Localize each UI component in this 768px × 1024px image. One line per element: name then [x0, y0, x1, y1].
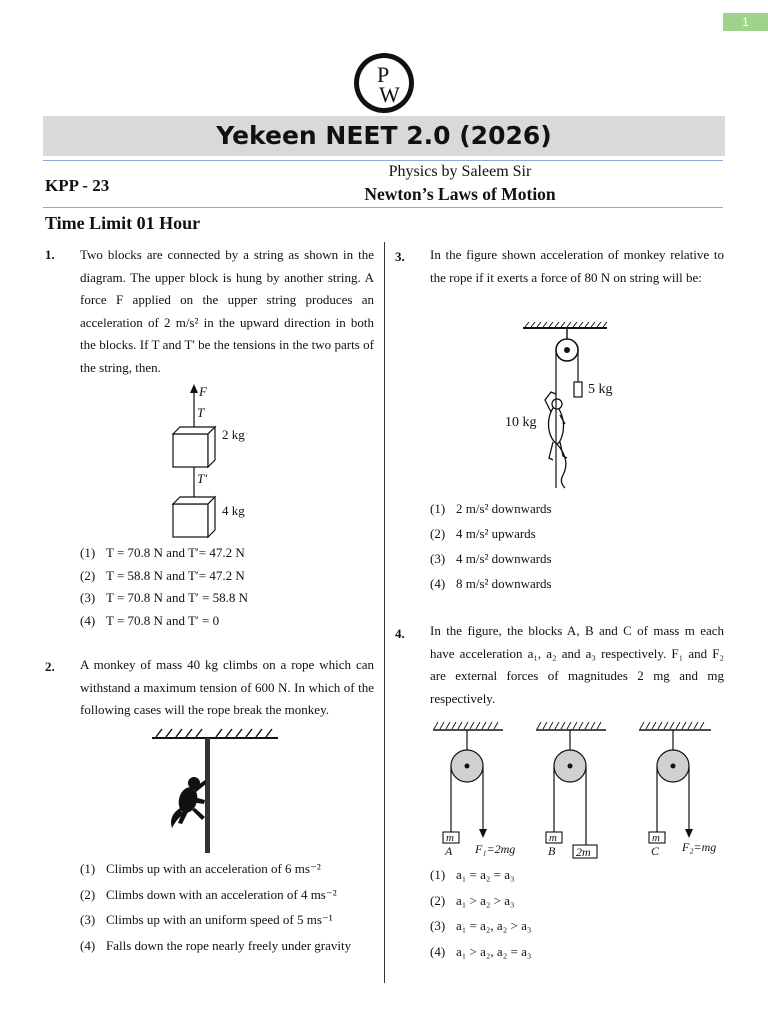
question-4-options — [430, 862, 531, 964]
option-text: 2 m/s² downwards — [456, 501, 552, 516]
option-text: 4 m/s² downwards — [456, 551, 552, 566]
option-text: T = 70.8 N and T′ = 0 — [106, 612, 220, 628]
option-number: (2) — [80, 886, 96, 902]
time-limit: Time Limit 01 Hour — [45, 213, 201, 233]
q3-monkey-pulley-figure — [515, 320, 645, 495]
q4-force-2-label: F₂=mg — [682, 840, 717, 854]
q1-mass-top-label: 2 kg — [222, 427, 245, 442]
option-number: (3) — [80, 912, 96, 927]
option-text: a₁ > a₂, a₂ = a₃ — [456, 943, 532, 959]
question-3-options — [430, 496, 552, 596]
option-text: Climbs up with an uniform speed of 5 ms⁻¹ — [106, 912, 333, 927]
option-number: (1) — [80, 545, 96, 560]
q1-mass-bottom-label: 4 kg — [222, 503, 245, 518]
q1-force-label: F — [199, 384, 207, 399]
q1-tension-bottom-label: T' — [197, 471, 208, 486]
option-number: (2) — [430, 892, 446, 908]
page-title: Yekeen NEET 2.0 (2026) — [43, 116, 725, 156]
page-number: 1 — [723, 13, 768, 31]
question-4-number: 4. — [395, 626, 405, 641]
option-item[interactable] — [430, 521, 552, 546]
q4-label-a: A — [445, 844, 453, 858]
q4-block-a-mass: m — [446, 832, 454, 844]
q4-block-c-mass: m — [652, 832, 660, 844]
topic-line: Newton’s Laws of Motion — [364, 184, 556, 204]
option-number: (4) — [80, 612, 96, 628]
option-text: a₁ = a₂, a₂ > a₃ — [456, 918, 532, 933]
option-item[interactable] — [80, 587, 248, 610]
column-divider — [384, 242, 385, 983]
option-item[interactable] — [80, 907, 351, 933]
svg-text:W: W — [379, 82, 400, 107]
option-number: (3) — [430, 918, 446, 933]
subject-line: Physics by Saleem Sir — [388, 163, 532, 180]
option-text: Climbs up with an acceleration of 6 ms⁻² — [106, 861, 321, 876]
option-text: T = 58.8 N and T′= 47.2 N — [106, 567, 245, 583]
option-item[interactable] — [430, 888, 531, 914]
q4-force-1-label: F₁=2mg — [475, 842, 516, 856]
option-item[interactable] — [80, 542, 248, 565]
option-text: Climbs down with an acceleration of 4 ms⁻² — [106, 886, 337, 902]
question-1-options — [80, 542, 248, 632]
option-text: T = 70.8 N and T′ = 58.8 N — [106, 590, 248, 605]
question-2-text: A monkey of mass 40 kg climbs on a rope which can withstand a maximum tension of 600 N. In which of the following cases will the rope break the monkey. — [80, 657, 374, 717]
option-text: 4 m/s² upwards — [456, 526, 536, 541]
option-number: (1) — [80, 861, 96, 876]
option-item[interactable] — [80, 933, 351, 959]
question-3-number: 3. — [395, 249, 405, 264]
option-text: a₁ > a₂ > a₃ — [456, 892, 515, 908]
q4-label-b: B — [548, 844, 556, 858]
option-item[interactable] — [430, 913, 531, 939]
option-number: (2) — [430, 526, 446, 541]
q4-block-b-mass: m — [549, 832, 557, 844]
header-rule-bottom — [43, 207, 723, 208]
option-number: (3) — [430, 551, 446, 566]
option-item[interactable] — [80, 856, 351, 882]
kpp-label: KPP - 23 — [45, 176, 110, 195]
question-1-text: Two blocks are connected by a string as shown in the diagram. The upper block is hung by another string. A force F applied on the upper string produces an acceleration of 2 m/s² in the upward direction in both the blocks. If T and T' be the tensions in the two parts of the string, then. — [80, 247, 374, 375]
question-4-text: In the figure, the blocks A, B and C of mass m each have acceleration a₁, a₂ and a₃ respectively. F₁ and F₂ are external forces of magnitudes 2 mg and mg respectively. — [430, 623, 724, 706]
option-number: (4) — [430, 943, 446, 959]
q3-monkey-mass-label: 10 kg — [505, 415, 537, 430]
option-number: (1) — [430, 501, 446, 516]
option-number: (4) — [430, 576, 446, 591]
pw-logo — [353, 52, 415, 114]
option-item[interactable] — [430, 546, 552, 571]
option-text: Falls down the rope nearly freely under gravity — [106, 937, 352, 953]
option-item[interactable] — [80, 882, 351, 908]
option-number: (3) — [80, 590, 96, 605]
option-text: a₁ = a₂ = a₃ — [456, 867, 515, 882]
option-number: (1) — [430, 867, 446, 882]
question-2-options — [80, 856, 351, 958]
option-text: T = 70.8 N and T′= 47.2 N — [106, 545, 245, 560]
option-item[interactable] — [80, 610, 248, 633]
q4-block-2m-label: 2m — [576, 845, 591, 859]
option-item[interactable] — [430, 862, 531, 888]
q1-tension-top-label: T — [197, 405, 205, 420]
question-2-number: 2. — [45, 659, 55, 674]
option-item[interactable] — [80, 565, 248, 588]
header-rule-top — [43, 160, 723, 161]
q4-label-c: C — [651, 844, 660, 858]
svg-text:P: P — [377, 62, 390, 87]
option-number: (2) — [80, 567, 96, 583]
question-3-text: In the figure shown acceleration of monkey relative to the rope if it exerts a force of 80 N on string will be: — [430, 247, 724, 285]
option-text: 8 m/s² downwards — [456, 576, 552, 591]
option-item[interactable] — [430, 571, 552, 596]
option-item[interactable] — [430, 939, 531, 965]
question-1-number: 1. — [45, 247, 55, 262]
q3-block-mass-label: 5 kg — [588, 382, 613, 397]
option-item[interactable] — [430, 496, 552, 521]
q2-monkey-rope-figure — [150, 728, 280, 858]
option-number: (4) — [80, 937, 96, 953]
